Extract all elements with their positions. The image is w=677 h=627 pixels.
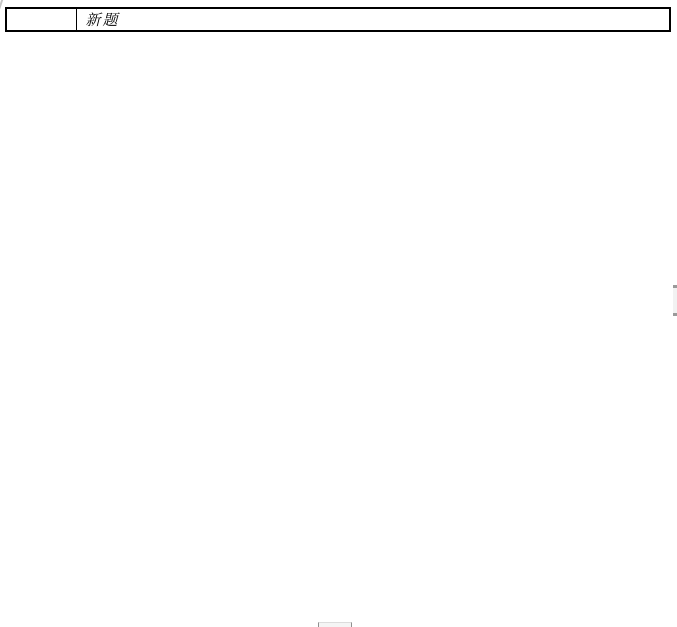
- corner-artifact: [0, 0, 4, 9]
- header-topics-label: 新题: [76, 8, 670, 31]
- table-resize-handle-fragment[interactable]: [318, 622, 352, 627]
- category-group: [6, 472, 670, 619]
- header-row: [6, 8, 670, 31]
- category-group: [6, 325, 670, 472]
- topics-table: [5, 7, 671, 620]
- header-category-cell: [6, 8, 76, 31]
- table-header: [6, 8, 670, 31]
- category-group: [6, 178, 670, 325]
- vertical-scrollbar-fragment[interactable]: [673, 285, 677, 316]
- category-group: [6, 31, 670, 178]
